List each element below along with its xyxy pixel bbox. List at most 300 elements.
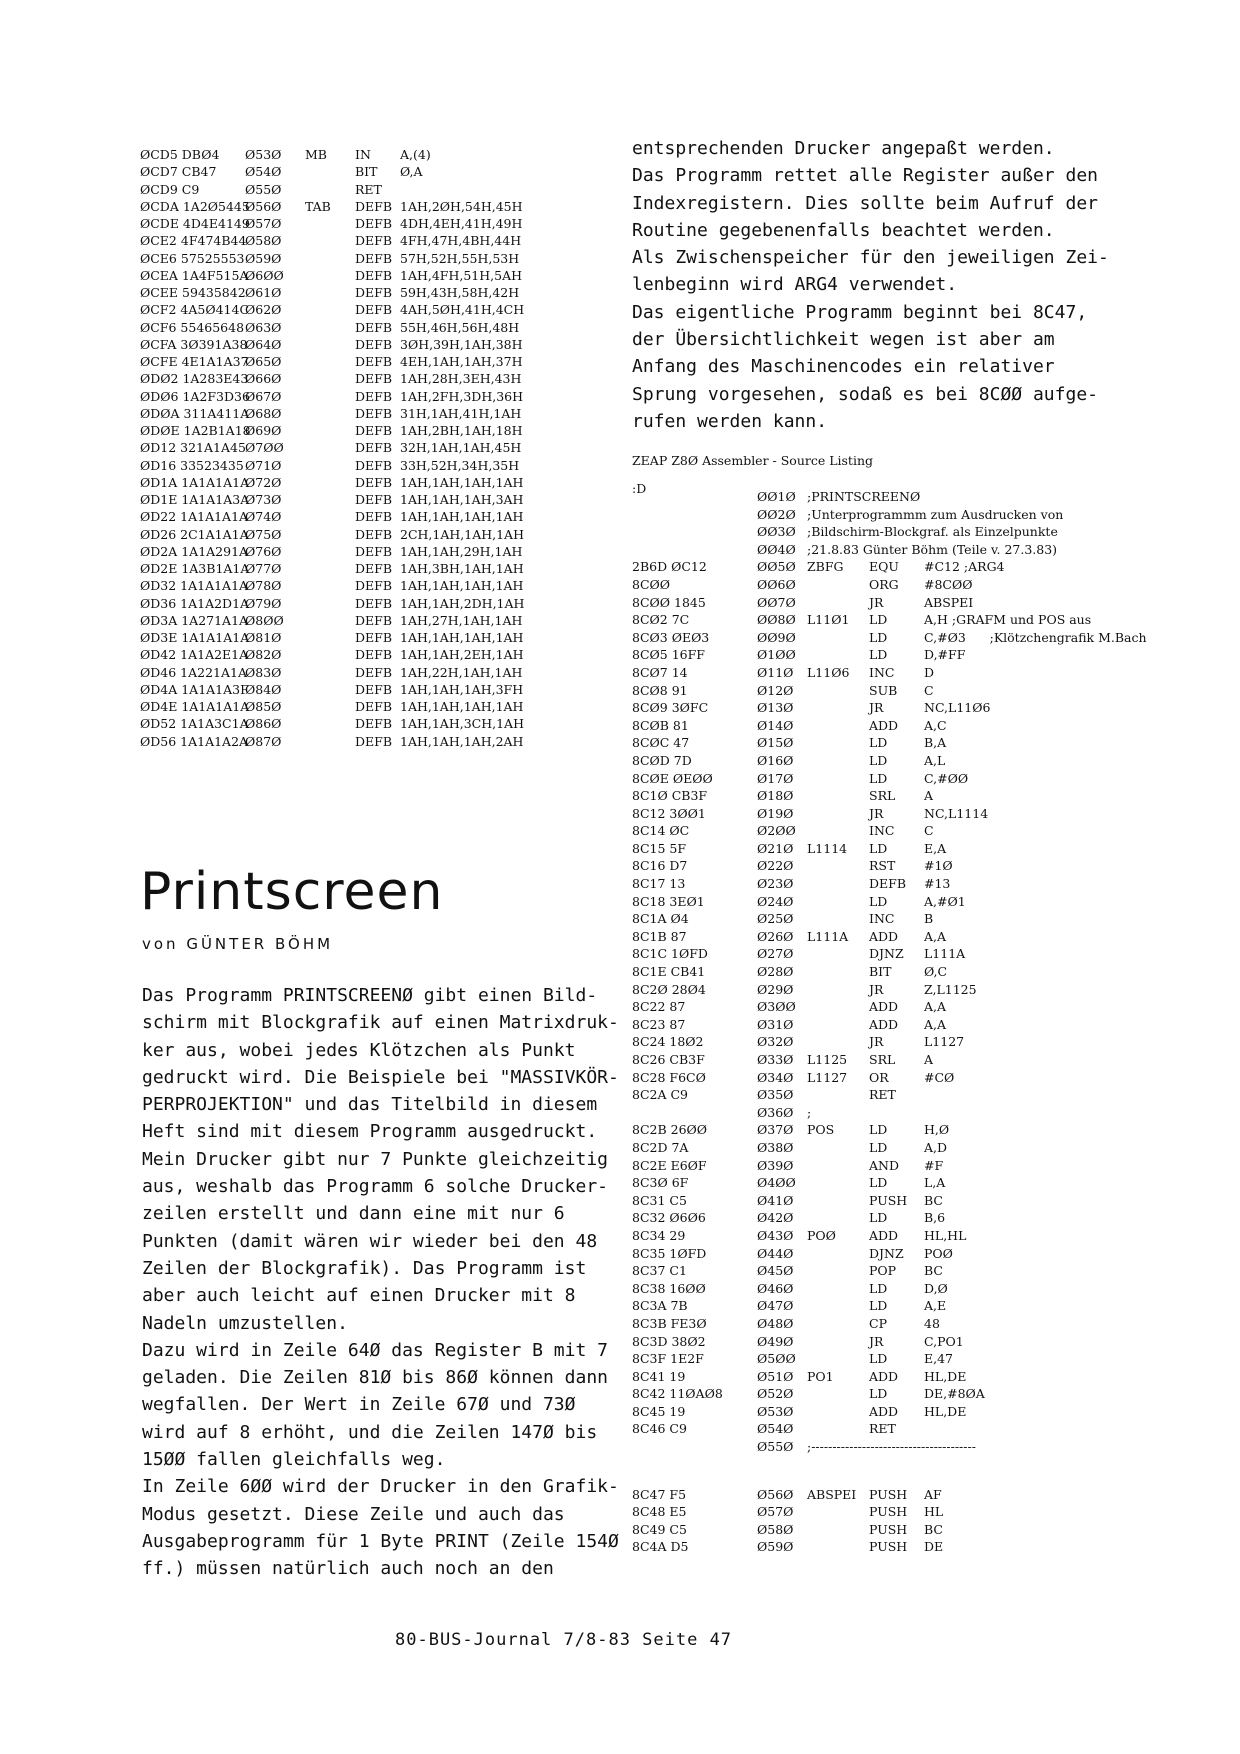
- asm-row-cell: Ø24Ø: [757, 893, 794, 909]
- listing-row-cell: ØD52 1A1A3C1A: [140, 716, 249, 732]
- asm-row-cell: #8CØØ: [924, 576, 973, 592]
- asm-row-cell: ØØ8Ø: [757, 612, 796, 628]
- listing-row-cell: Ø79Ø: [245, 595, 282, 611]
- asm-comment-row: [632, 506, 1232, 524]
- listing-row-cell: 31H,1AH,41H,1AH: [400, 405, 522, 421]
- listing-row-cell: Ø78Ø: [245, 578, 282, 594]
- asm-row-cell: Ø41Ø: [757, 1192, 794, 1208]
- listing-row: [140, 215, 600, 232]
- asm-row-cell: 2B6D ØC12: [632, 559, 707, 575]
- listing-row-cell: DEFB: [355, 405, 393, 421]
- asm-row-cell: [807, 1350, 869, 1368]
- listing-row-cell: [305, 181, 355, 198]
- asm-row: [632, 1262, 1232, 1280]
- listing-row-cell: Ø65Ø: [245, 354, 282, 369]
- text-line: entsprechenden Drucker angepaßt werden.: [632, 138, 1055, 159]
- asm-row-cell: Ø26Ø: [757, 928, 794, 944]
- listing-row-cell: MB: [305, 147, 327, 162]
- asm-row-cell: Ø58Ø: [757, 1521, 794, 1537]
- asm-row-cell: Ø36Ø: [757, 1104, 794, 1120]
- listing-row-cell: [305, 629, 355, 646]
- asm-row: [632, 1486, 1232, 1504]
- asm-row-cell: LD: [869, 612, 888, 628]
- asm-row-cell: [807, 1280, 869, 1298]
- asm-row: [632, 629, 1232, 647]
- listing-row-cell: ØCD7 CB47: [140, 164, 217, 180]
- asm-row: [632, 1368, 1232, 1386]
- asm-row-cell: OR: [869, 1069, 889, 1085]
- asm-row-cell: Ø28Ø: [757, 964, 794, 980]
- listing-row-cell: [305, 353, 355, 370]
- asm-row-cell: 8C3Ø 6F: [632, 1175, 689, 1191]
- asm-row-cell: D,Ø: [924, 1280, 948, 1296]
- asm-row: [632, 752, 1232, 770]
- asm-row-cell: 48: [924, 1315, 940, 1331]
- asm-row-cell: 8CØ2 7C: [632, 612, 690, 628]
- asm-row-cell: Ø11Ø: [757, 664, 794, 680]
- asm-row-cell: 8C46 C9: [632, 1421, 687, 1437]
- asm-row-cell: [807, 1209, 869, 1227]
- listing-row-cell: DEFB: [355, 733, 393, 749]
- asm-row-cell: 8C1Ø CB3F: [632, 788, 708, 804]
- listing-row-cell: Ø8ØØ: [245, 612, 284, 628]
- listing-row-cell: [305, 577, 355, 594]
- listing-row-cell: DEFB: [355, 457, 393, 473]
- asm-row-cell: JR: [869, 1034, 884, 1050]
- asm-row-cell: 8C41 19: [632, 1368, 686, 1384]
- asm-row-cell: [807, 682, 869, 700]
- asm-row-cell: LD: [869, 770, 888, 786]
- listing-row-cell: [305, 439, 355, 456]
- listing-row-cell: 1AH,1AH,3CH,1AH: [400, 716, 524, 732]
- asm-row: [632, 646, 1232, 664]
- listing-row-cell: [305, 267, 355, 284]
- asm-row-cell: A,A: [924, 928, 947, 944]
- asm-cell: ;PRINTSCREENØ: [807, 489, 921, 504]
- listing-row-cell: TAB: [305, 198, 331, 214]
- asm-row-cell: INC: [869, 911, 895, 927]
- asm-row-cell: DE: [924, 1539, 944, 1555]
- asm-row-cell: ADD: [869, 1227, 899, 1243]
- listing-row-cell: Ø68Ø: [245, 405, 282, 421]
- listing-row-cell: [305, 612, 355, 629]
- asm-comment-row: [632, 541, 1232, 559]
- asm-row-cell: 8C14 ØC: [632, 823, 690, 839]
- asm-row-cell: Ø3ØØ: [757, 999, 796, 1015]
- asm-row-cell: [924, 1086, 1232, 1104]
- asm-row-cell: DEFB: [869, 876, 907, 892]
- listing-row-cell: ØD12 321A1A45: [140, 440, 246, 456]
- asm-row: [632, 734, 1232, 752]
- asm-row-cell: Ø2ØØ: [757, 823, 796, 839]
- asm-row-cell: PUSH: [869, 1539, 908, 1555]
- listing-row-cell: 2CH,1AH,1AH,1AH: [400, 526, 524, 542]
- listing-row-cell: Ø,A: [400, 164, 423, 180]
- asm-row-cell: PUSH: [869, 1192, 908, 1208]
- asm-row-cell: [807, 1403, 869, 1421]
- listing-row-cell: Ø81Ø: [245, 630, 282, 645]
- asm-row-cell: [807, 981, 869, 999]
- asm-row: [632, 1016, 1232, 1034]
- listing-row-cell: DEFB: [355, 630, 393, 645]
- asm-row-cell: 8CØØ: [632, 576, 671, 592]
- listing-row-cell: [305, 715, 355, 732]
- listing-row: [140, 698, 600, 715]
- asm-row-cell: A: [924, 1052, 934, 1067]
- text-line: Routine gegebenenfalls beachtet werden.: [632, 219, 1055, 241]
- asm-row-cell: [807, 717, 869, 735]
- text-line: In Zeile 6ØØ wird der Drucker in den Grafik-: [142, 1476, 619, 1498]
- asm-row-cell: [807, 1538, 869, 1556]
- text-line: Als Zwischenspeicher für den jeweiligen Zei-: [632, 247, 1109, 269]
- asm-row-cell: POØ: [807, 1227, 836, 1243]
- asm-row: [632, 1280, 1232, 1298]
- asm-row-cell: DE,#8ØA: [924, 1386, 985, 1402]
- asm-row-cell: LD: [869, 1386, 888, 1402]
- asm-row-cell: SRL: [869, 1052, 896, 1067]
- asm-row: [632, 558, 1232, 576]
- asm-row-cell: 8C2D 7A: [632, 1139, 689, 1155]
- asm-row-cell: [807, 1420, 869, 1438]
- asm-row-cell: Ø52Ø: [757, 1386, 794, 1402]
- asm-row-cell: BC: [924, 1192, 943, 1208]
- listing-row-cell: [305, 474, 355, 491]
- asm-row-cell: Ø17Ø: [757, 770, 794, 786]
- asm-row: [632, 1438, 1232, 1456]
- listing-row: [140, 629, 600, 646]
- asm-row-cell: #1Ø: [924, 858, 953, 874]
- asm-row: [632, 770, 1232, 788]
- asm-cell: ;Bildschirm-Blockgraf. als Einzelpunkte: [807, 524, 1058, 540]
- listing-row-cell: DEFB: [355, 336, 393, 352]
- listing-row-cell: [305, 664, 355, 681]
- asm-row-cell: Ø14Ø: [757, 717, 794, 733]
- text-line: gedruckt wird. Die Beispiele bei "MASSIVKÖR-: [142, 1066, 619, 1088]
- asm-row-cell: Ø59Ø: [757, 1539, 794, 1555]
- listing-row: [140, 595, 600, 612]
- listing-row-cell: DEFB: [355, 526, 393, 542]
- text-line: Nadeln umzustellen.: [142, 1312, 348, 1334]
- listing-row-cell: [305, 215, 355, 232]
- text-line: Das eigentliche Programm beginnt bei 8C47,: [632, 301, 1088, 323]
- asm-row-cell: Z,L1125: [924, 981, 977, 997]
- listing-row-cell: ØCF2 4A5Ø414C: [140, 302, 250, 318]
- asm-row-cell: Ø32Ø: [757, 1034, 794, 1050]
- asm-row-cell: [807, 576, 869, 594]
- text-line: Sprung vorgesehen, sodaß es bei 8CØØ aufge-: [632, 383, 1098, 405]
- listing-row-cell: ØD4A 1A1A1A3F: [140, 681, 249, 697]
- asm-row-cell: [807, 752, 869, 770]
- listing-row: [140, 526, 600, 543]
- listing-row-cell: [305, 733, 355, 750]
- text-line: der Übersichtlichkeit wegen ist aber am: [632, 329, 1055, 351]
- asm-row-cell: 8CØE ØEØØ: [632, 770, 713, 786]
- listing-row-cell: [305, 508, 355, 525]
- asm-row-cell: LD: [869, 1210, 888, 1226]
- asm-row: [632, 1521, 1232, 1539]
- listing-row-cell: [305, 526, 355, 543]
- listing-row-cell: ØD3A 1A271A1A: [140, 612, 249, 628]
- asm-row-cell: 8C42 11ØAØ8: [632, 1386, 723, 1402]
- listing-row: [140, 715, 600, 732]
- asm-row-cell: Ø13Ø: [757, 700, 794, 716]
- listing-row-cell: 1AH,2ØH,54H,45H: [400, 198, 523, 214]
- asm-row-cell: ZBFG: [807, 559, 844, 575]
- listing-row-cell: Ø82Ø: [245, 647, 282, 663]
- asm-row-cell: LD: [869, 647, 888, 663]
- listing-row-cell: 1AH,1AH,1AH,1AH: [400, 578, 524, 594]
- asm-row-cell: 8C48 E5: [632, 1504, 687, 1520]
- asm-row-cell: Ø56Ø: [757, 1486, 794, 1502]
- listing-row-cell: 4FH,47H,4BH,44H: [400, 233, 522, 249]
- asm-row: [632, 611, 1232, 629]
- asm-row-cell: [869, 1438, 924, 1456]
- listing-row-cell: 1AH,3BH,1AH,1AH: [400, 561, 524, 576]
- asm-row-cell: [807, 1174, 869, 1192]
- asm-row-cell: C,#ØØ: [924, 770, 969, 786]
- asm-row-cell: POS: [807, 1122, 835, 1138]
- asm-row-cell: 8C47 F5: [632, 1486, 687, 1502]
- asm-row-cell: 8CØØ 1845: [632, 594, 706, 610]
- asm-row: [632, 717, 1232, 735]
- listing-row-cell: [305, 370, 355, 387]
- asm-cell: ØØ1Ø: [757, 489, 796, 504]
- asm-row-cell: Ø21Ø: [757, 840, 794, 856]
- assembler-header: ZEAP Z8Ø Assembler - Source Listing: [632, 453, 874, 468]
- asm-row-cell: A: [924, 788, 934, 804]
- asm-row-cell: 8C32 Ø6Ø6: [632, 1210, 706, 1226]
- asm-row-cell: 8C4A D5: [632, 1539, 689, 1555]
- asm-row-cell: HL,DE: [924, 1368, 967, 1384]
- text-line: zeilen erstellt und dann eine mit nur 6: [142, 1203, 565, 1225]
- listing-row-cell: [305, 301, 355, 318]
- asm-row-cell: JR: [869, 805, 884, 821]
- asm-row-cell: 8C1B 87: [632, 928, 687, 944]
- listing-row: [140, 267, 600, 284]
- asm-row: [632, 1385, 1232, 1403]
- asm-row-cell: [869, 1104, 924, 1122]
- asm-row-cell: Ø45Ø: [757, 1263, 794, 1279]
- asm-row-cell: 8C22 87: [632, 999, 686, 1015]
- listing-row: [140, 664, 600, 681]
- listing-row-cell: 1AH,1AH,1AH,1AH: [400, 509, 524, 525]
- text-line: ff.) müssen natürlich auch noch an den: [142, 1558, 554, 1580]
- asm-row-cell: INC: [869, 823, 895, 839]
- asm-row-cell: Ø31Ø: [757, 1016, 794, 1032]
- asm-row-cell: 8CØ3 ØEØ3: [632, 629, 710, 645]
- listing-row-cell: DEFB: [355, 509, 393, 525]
- asm-row-cell: [807, 1262, 869, 1280]
- asm-row-cell: 8C2A C9: [632, 1087, 688, 1103]
- listing-row-cell: 1AH,1AH,2EH,1AH: [400, 647, 524, 663]
- asm-row-cell: 8CØC 47: [632, 735, 690, 751]
- asm-row-cell: L1127: [924, 1034, 965, 1050]
- listing-row-cell: 1AH,1AH,1AH,3FH: [400, 681, 524, 697]
- asm-row-cell: ØØ9Ø: [757, 629, 796, 645]
- asm-row-cell: [807, 1086, 869, 1104]
- listing-row: [140, 474, 600, 491]
- asm-row-cell: 8C2B 26ØØ: [632, 1122, 708, 1138]
- listing-row-cell: DEFB: [355, 216, 393, 231]
- listing-row-cell: Ø83Ø: [245, 664, 282, 680]
- listing-row: [140, 232, 600, 249]
- asm-row: [632, 576, 1232, 594]
- text-line: schirm mit Blockgrafik auf einen Matrixdruk-: [142, 1012, 619, 1034]
- asm-row-cell: [807, 805, 869, 823]
- text-line: Heft sind mit diesem Programm ausgedruckt.: [142, 1121, 598, 1143]
- asm-row-cell: ADD: [869, 999, 899, 1015]
- asm-row-cell: BIT: [869, 964, 892, 980]
- asm-cell: ØØ3Ø: [757, 524, 796, 540]
- listing-row-cell: [305, 163, 355, 180]
- listing-row-cell: 1AH,1AH,1AH,1AH: [400, 630, 524, 645]
- asm-row-cell: LD: [869, 840, 888, 856]
- listing-row: [140, 457, 600, 474]
- asm-row: [632, 1209, 1232, 1227]
- listing-row: [140, 353, 600, 370]
- listing-row-cell: Ø86Ø: [245, 716, 282, 732]
- listing-row-cell: 1AH,2BH,1AH,18H: [400, 423, 523, 438]
- listing-row: [140, 733, 600, 750]
- listing-row: [140, 560, 600, 577]
- asm-row-cell: [807, 910, 869, 928]
- listing-row-cell: Ø62Ø: [245, 302, 282, 318]
- listing-row: [140, 646, 600, 663]
- asm-row-cell: PO1: [807, 1368, 834, 1384]
- asm-row-cell: A,#Ø1: [924, 893, 966, 909]
- listing-row-cell: ØD46 1A221A1A: [140, 664, 247, 680]
- asm-row-cell: Ø43Ø: [757, 1227, 794, 1243]
- asm-row-cell: ØØ5Ø: [757, 559, 796, 575]
- listing-row-cell: [305, 698, 355, 715]
- asm-row-cell: RET: [869, 1421, 896, 1437]
- asm-row-cell: LD: [869, 1175, 888, 1191]
- listing-row-cell: [305, 646, 355, 663]
- listing-row: [140, 250, 600, 267]
- asm-row: [632, 822, 1232, 840]
- asm-row-cell: [807, 822, 869, 840]
- listing-row-cell: ØD32 1A1A1A1A: [140, 578, 249, 594]
- listing-row-cell: Ø67Ø: [245, 388, 282, 404]
- asm-row-cell: Ø49Ø: [757, 1333, 794, 1349]
- asm-row-cell: 8C15 5F: [632, 840, 687, 856]
- asm-cell: ;Unterprogrammm zum Ausdrucken von: [807, 506, 1064, 522]
- asm-row-cell: A,D: [924, 1139, 948, 1155]
- listing-left: [140, 146, 600, 750]
- listing-row-cell: 1AH,1AH,1AH,1AH: [400, 699, 524, 714]
- asm-row-cell: A,A: [924, 999, 947, 1015]
- listing-row-cell: ØDØ6 1A2F3D36: [140, 388, 250, 404]
- asm-row: [632, 1139, 1232, 1157]
- listing-row-cell: Ø77Ø: [245, 561, 282, 576]
- asm-row-cell: 8CØB 81: [632, 717, 689, 733]
- asm-row-cell: Ø38Ø: [757, 1139, 794, 1155]
- listing-row-cell: 59H,43H,58H,42H: [400, 285, 520, 300]
- listing-row-cell: Ø56Ø: [245, 198, 282, 214]
- asm-row-cell: LD: [869, 1298, 888, 1314]
- asm-row-cell: JR: [869, 981, 884, 997]
- text-line: Punkten (damit wären wir wieder bei den 48: [142, 1230, 598, 1252]
- asm-row-cell: [807, 770, 869, 788]
- asm-row-cell: [924, 1438, 1232, 1456]
- asm-row-cell: NC,L1114: [924, 805, 989, 821]
- asm-row-cell: [924, 1104, 1232, 1122]
- listing-row-cell: ØD1A 1A1A1A1A: [140, 474, 250, 490]
- asm-row-cell: C,#Ø3 ;Klötzchengrafik M.Bach: [924, 629, 1147, 645]
- asm-row-cell: L1114: [807, 840, 848, 856]
- asm-row-cell: E,A: [924, 840, 947, 856]
- asm-row-cell: Ø55Ø: [757, 1439, 794, 1455]
- asm-row-cell: Ø54Ø: [757, 1421, 794, 1437]
- asm-row-cell: Ø39Ø: [757, 1157, 794, 1173]
- listing-row-cell: DEFB: [355, 423, 393, 438]
- asm-row: [632, 1174, 1232, 1192]
- listing-row: [140, 508, 600, 525]
- asm-row-cell: 8C31 C5: [632, 1192, 687, 1208]
- asm-row-cell: LD: [869, 1351, 888, 1367]
- listing-row-cell: 1AH,22H,1AH,1AH: [400, 664, 523, 680]
- asm-row-cell: RST: [869, 858, 896, 874]
- listing-row-cell: Ø66Ø: [245, 371, 282, 387]
- listing-row-cell: ØD42 1A1A2E1A: [140, 647, 249, 663]
- asm-row-cell: Ø18Ø: [757, 788, 794, 804]
- asm-row-cell: 8C26 CB3F: [632, 1052, 705, 1067]
- asm-row-cell: A,C: [924, 717, 947, 733]
- asm-row-cell: A,A: [924, 1016, 947, 1032]
- listing-row-cell: DEFB: [355, 561, 393, 576]
- listing-row-cell: DEFB: [355, 267, 393, 283]
- asm-row-cell: 8C35 1ØFD: [632, 1245, 707, 1261]
- listing-row: [140, 336, 600, 353]
- asm-row-cell: LD: [869, 1280, 888, 1296]
- listing-row-cell: Ø87Ø: [245, 733, 282, 749]
- listing-row-cell: Ø72Ø: [245, 474, 282, 490]
- asm-row: [632, 594, 1232, 612]
- asm-row-cell: DJNZ: [869, 1245, 904, 1261]
- asm-row-cell: BC: [924, 1521, 943, 1537]
- text-line: Dazu wird in Zeile 64Ø das Register B mit 7: [142, 1339, 608, 1361]
- asm-row: [632, 1033, 1232, 1051]
- listing-row-cell: DEFB: [355, 233, 393, 249]
- page-footer: 80-BUS-Journal 7/8-83 Seite 47: [395, 1630, 733, 1650]
- asm-row-cell: BC: [924, 1263, 943, 1279]
- asm-row-cell: [807, 1385, 869, 1403]
- listing-row-cell: Ø6ØØ: [245, 267, 284, 283]
- asm-row-cell: Ø51Ø: [757, 1368, 794, 1384]
- listing-row-cell: ØD26 2C1A1A1A: [140, 526, 249, 542]
- listing-row-cell: [305, 319, 355, 336]
- listing-row-cell: Ø7ØØ: [245, 440, 284, 456]
- listing-row-cell: ØCEE 59435842: [140, 285, 246, 300]
- listing-row-cell: [305, 560, 355, 577]
- asm-cell: [632, 488, 757, 506]
- asm-row-cell: [807, 1297, 869, 1315]
- asm-row-cell: [807, 787, 869, 805]
- asm-row: [632, 963, 1232, 981]
- asm-row-cell: Ø1ØØ: [757, 647, 796, 663]
- asm-row-cell: ;: [807, 1104, 812, 1120]
- asm-row-cell: HL,HL: [924, 1227, 967, 1243]
- asm-row-cell: C,PO1: [924, 1333, 964, 1349]
- asm-row-cell: ADD: [869, 717, 899, 733]
- listing-row-cell: [305, 250, 355, 267]
- asm-row-cell: L,A: [924, 1175, 946, 1191]
- listing-row: [140, 388, 600, 405]
- asm-row-cell: ØØ6Ø: [757, 576, 796, 592]
- asm-row-cell: LD: [869, 893, 888, 909]
- asm-row-cell: Ø16Ø: [757, 752, 794, 768]
- asm-row-cell: INC: [869, 664, 895, 680]
